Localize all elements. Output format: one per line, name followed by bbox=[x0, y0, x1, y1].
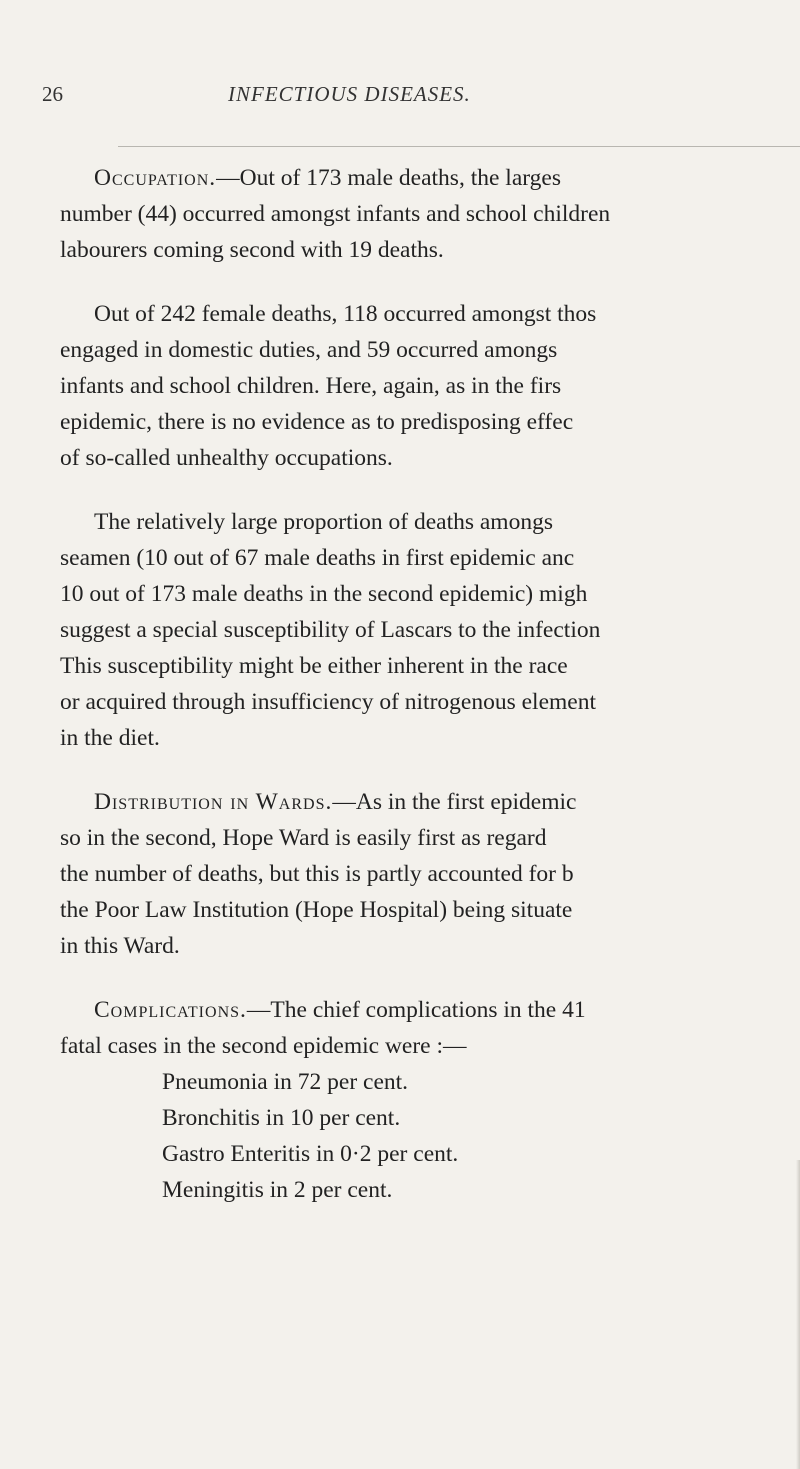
text-line: seamen (10 out of 67 male deaths in first epidemic anc bbox=[60, 545, 575, 571]
text-line: Distribution in Wards.—As in the first epidemic bbox=[94, 789, 577, 815]
header-rule bbox=[118, 146, 800, 147]
text-line: epidemic, there is no evidence as to predisposing effec bbox=[60, 409, 574, 435]
text-line: The relatively large proportion of deaths amongs bbox=[94, 509, 553, 535]
text-line: suggest a special susceptibility of Lascars to the infection bbox=[60, 617, 601, 643]
text-line: 10 out of 173 male deaths in the second epidemic) migh bbox=[60, 581, 588, 607]
running-head: INFECTIOUS DISEASES. bbox=[228, 82, 471, 106]
text-line: This susceptibility might be either inherent in the race bbox=[60, 653, 568, 679]
list-item: Meningitis in 2 per cent. bbox=[162, 1177, 393, 1203]
paragraph-gap bbox=[60, 964, 800, 992]
section-heading: Complications. bbox=[94, 997, 247, 1023]
text-line: number (44) occurred amongst infants and school children bbox=[60, 201, 611, 227]
paragraph-gap bbox=[60, 476, 800, 504]
text-line: so in the second, Hope Ward is easily first as regard bbox=[60, 825, 547, 851]
text-line: the Poor Law Institution (Hope Hospital) being situate bbox=[60, 897, 573, 923]
section-heading: Occupation. bbox=[94, 165, 217, 191]
list-item: Bronchitis in 10 per cent. bbox=[162, 1105, 401, 1131]
page-header bbox=[0, 82, 800, 116]
paragraph-complications bbox=[60, 992, 800, 1064]
paragraph-gap bbox=[60, 268, 800, 296]
complications-list bbox=[60, 1064, 800, 1208]
list-item: Pneumonia in 72 per cent. bbox=[162, 1069, 409, 1095]
text-line: engaged in domestic duties, and 59 occurred amongs bbox=[60, 337, 558, 363]
text-line: fatal cases in the second epidemic were :— bbox=[60, 1033, 467, 1059]
paragraph-gap bbox=[60, 756, 800, 784]
list-item: Gastro Enteritis in 0·2 per cent. bbox=[162, 1141, 459, 1167]
paragraph-seamen bbox=[60, 504, 800, 756]
text-line: Complications.—The chief complications in the 41 bbox=[94, 997, 586, 1023]
page-edge-shadow bbox=[796, 1160, 800, 1469]
paragraph-female-deaths bbox=[60, 296, 800, 476]
text-line: in this Ward. bbox=[60, 933, 180, 959]
text-line: of so-called unhealthy occupations. bbox=[60, 445, 393, 471]
page-number: 26 bbox=[42, 82, 63, 106]
text-line: or acquired through insufficiency of nitrogenous element bbox=[60, 689, 596, 715]
text-line: labourers coming second with 19 deaths. bbox=[60, 237, 444, 263]
paragraph-wards bbox=[60, 784, 800, 964]
text-line: Occupation.—Out of 173 male deaths, the larges bbox=[94, 165, 561, 191]
text-line: Out of 242 female deaths, 118 occurred amongst thos bbox=[94, 301, 597, 327]
text-line: in the diet. bbox=[60, 725, 160, 751]
section-heading: Distribution in Wards. bbox=[94, 789, 333, 815]
text-line: the number of deaths, but this is partly accounted for b bbox=[60, 861, 574, 887]
body-text bbox=[60, 160, 800, 1208]
text-line: infants and school children. Here, again, as in the firs bbox=[60, 373, 562, 399]
paragraph-occupation bbox=[60, 160, 800, 268]
